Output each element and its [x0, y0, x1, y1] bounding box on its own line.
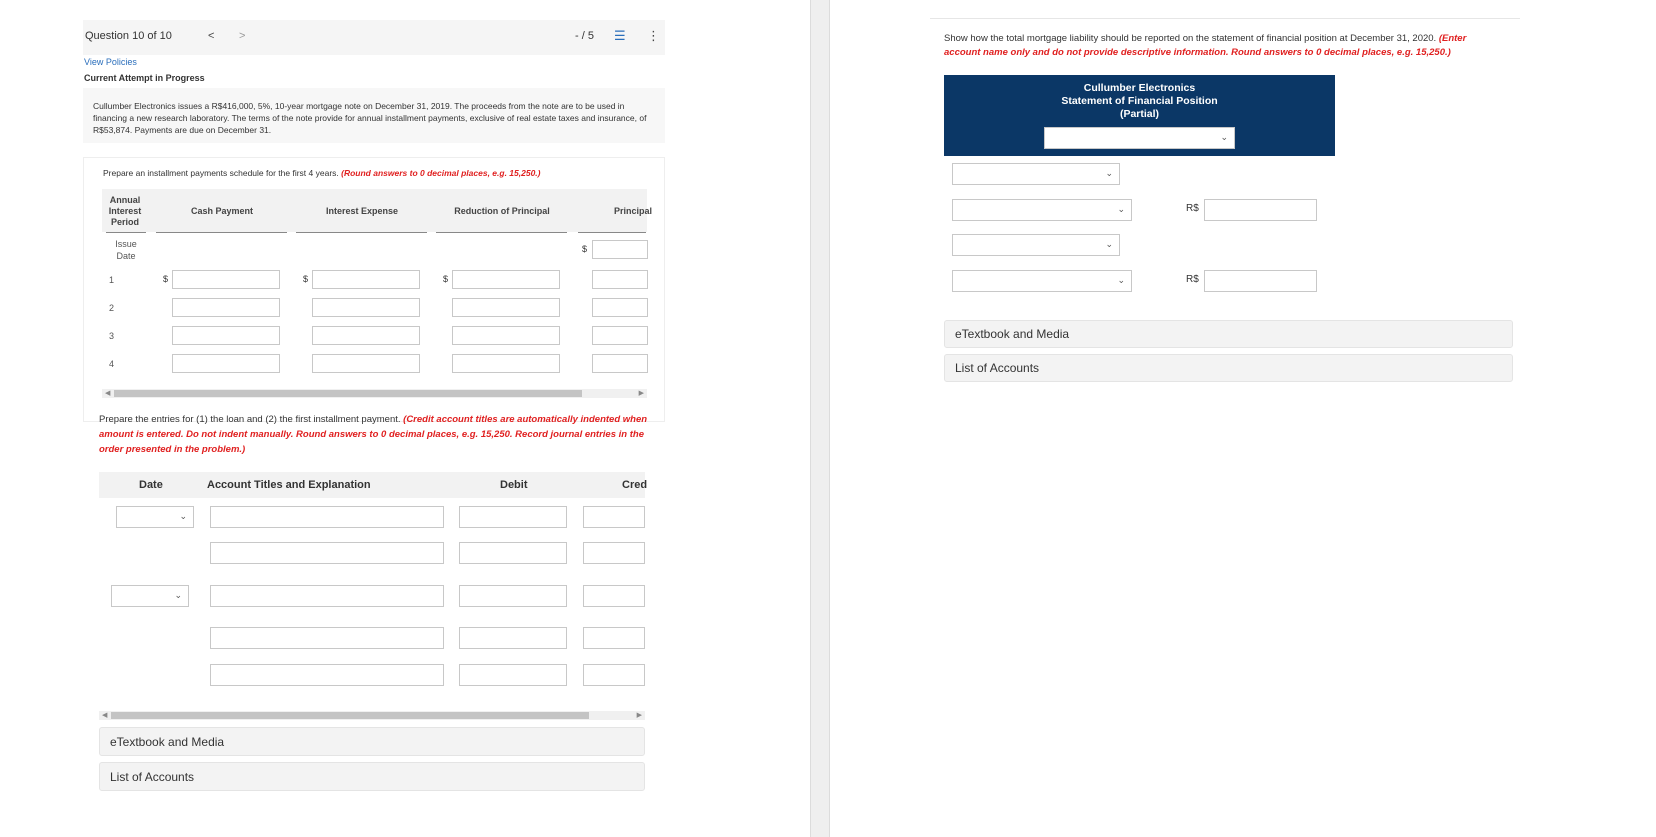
- interest-expense-1-input[interactable]: [312, 270, 420, 289]
- reduction-principal-2-input[interactable]: [452, 298, 560, 317]
- etextbook-media-link[interactable]: eTextbook and Media: [99, 727, 645, 756]
- next-question-icon[interactable]: >: [239, 30, 246, 42]
- statement-instruction: Show how the total mortgage liability should be reported on the statement of financial position at December 31, 2020. (Enter account name only and do not provide descriptive information. Round answers to 0 decimal places, e.g. 15,250.): [944, 33, 1467, 58]
- account-title-2-input[interactable]: [210, 542, 444, 564]
- chevron-down-icon: ⌄: [174, 590, 182, 600]
- row-label-3: 3: [109, 331, 115, 341]
- credit-4-input[interactable]: [583, 627, 645, 649]
- question-label: Question 10 of 10: [85, 30, 172, 42]
- row-label-2: 2: [109, 303, 115, 313]
- principal-4-input[interactable]: [592, 354, 648, 373]
- header-principal: Principal: [613, 206, 652, 216]
- question-header: [83, 20, 665, 55]
- principal-issue-date-input[interactable]: [592, 240, 648, 259]
- reduction-principal-1-input[interactable]: [452, 270, 560, 289]
- account-title-4-input[interactable]: [210, 627, 444, 649]
- interest-expense-4-input[interactable]: [312, 354, 420, 373]
- header-account-titles: Account Titles and Explanation: [207, 479, 371, 491]
- scroll-right-icon[interactable]: ▶: [638, 390, 644, 397]
- currency-symbol: $: [303, 274, 309, 284]
- right-pane: [930, 18, 1520, 418]
- credit-2-input[interactable]: [583, 542, 645, 564]
- statement-section-select-2[interactable]: [952, 234, 1120, 256]
- scrollbar-thumb[interactable]: [114, 390, 582, 397]
- scrollbar-thumb[interactable]: [111, 712, 589, 719]
- header-cash-payment: Cash Payment: [190, 206, 254, 216]
- journal-date-select-1[interactable]: [116, 506, 194, 528]
- schedule-instruction: Prepare an installment payments schedule for the first 4 years. (Round answers to 0 decimal places, e.g. 15,250.): [103, 168, 541, 178]
- cash-payment-1-input[interactable]: [172, 270, 280, 289]
- account-title-5-input[interactable]: [210, 664, 444, 686]
- list-of-accounts-link-right[interactable]: List of Accounts: [944, 354, 1513, 382]
- question-list-icon[interactable]: ☰: [614, 28, 626, 43]
- statement-account-select-2[interactable]: [952, 270, 1132, 292]
- scroll-left-icon[interactable]: ◀: [102, 712, 108, 719]
- header-credit: Cred: [622, 479, 648, 491]
- interest-expense-3-input[interactable]: [312, 326, 420, 345]
- currency-label: R$: [1186, 203, 1199, 214]
- statement-account-select-1[interactable]: [952, 199, 1132, 221]
- attempt-status: Current Attempt in Progress: [84, 73, 205, 83]
- reduction-principal-4-input[interactable]: [452, 354, 560, 373]
- account-title-3-input[interactable]: [210, 585, 444, 607]
- list-of-accounts-link[interactable]: List of Accounts: [99, 762, 645, 791]
- schedule-part: [83, 157, 665, 422]
- statement-date-select[interactable]: [1044, 127, 1235, 149]
- chevron-down-icon: ⌄: [1117, 204, 1125, 214]
- credit-5-input[interactable]: [583, 664, 645, 686]
- pane-divider[interactable]: [810, 0, 830, 837]
- currency-symbol: $: [163, 274, 169, 284]
- journal-date-select-2[interactable]: [111, 585, 189, 607]
- chevron-down-icon: ⌄: [179, 511, 187, 521]
- row-label-1: 1: [109, 275, 115, 285]
- row-label-issue-date: Issue Date: [115, 239, 137, 261]
- chevron-down-icon: ⌄: [1117, 275, 1125, 285]
- header-debit: Debit: [500, 479, 528, 491]
- debit-2-input[interactable]: [459, 542, 567, 564]
- left-pane: [83, 20, 665, 820]
- statement-partial: (Partial): [1119, 108, 1160, 120]
- principal-1-input[interactable]: [592, 270, 648, 289]
- debit-3-input[interactable]: [459, 585, 567, 607]
- reduction-principal-3-input[interactable]: [452, 326, 560, 345]
- principal-2-input[interactable]: [592, 298, 648, 317]
- currency-symbol: $: [443, 274, 449, 284]
- etextbook-media-link-right[interactable]: eTextbook and Media: [944, 320, 1513, 348]
- debit-5-input[interactable]: [459, 664, 567, 686]
- prev-question-icon[interactable]: <: [208, 30, 215, 42]
- chevron-down-icon: ⌄: [1105, 239, 1113, 249]
- chevron-down-icon: ⌄: [1220, 132, 1228, 142]
- debit-1-input[interactable]: [459, 506, 567, 528]
- account-title-1-input[interactable]: [210, 506, 444, 528]
- currency-symbol: $: [582, 244, 588, 254]
- statement-amount-1-input[interactable]: [1204, 199, 1317, 221]
- view-policies-link[interactable]: View Policies: [84, 57, 137, 67]
- header-date: Date: [139, 479, 163, 491]
- row-label-4: 4: [109, 359, 115, 369]
- statement-title: Statement of Financial Position: [1061, 95, 1218, 107]
- statement-amount-2-input[interactable]: [1204, 270, 1317, 292]
- interest-expense-2-input[interactable]: [312, 298, 420, 317]
- debit-4-input[interactable]: [459, 627, 567, 649]
- principal-3-input[interactable]: [592, 326, 648, 345]
- cash-payment-2-input[interactable]: [172, 298, 280, 317]
- journal-horizontal-scrollbar[interactable]: [99, 711, 645, 720]
- credit-3-input[interactable]: [583, 585, 645, 607]
- schedule-horizontal-scrollbar[interactable]: [102, 389, 647, 398]
- scroll-left-icon[interactable]: ◀: [105, 390, 111, 397]
- statement-header: [944, 75, 1335, 156]
- cash-payment-3-input[interactable]: [172, 326, 280, 345]
- header-annual-interest-period: Annual Interest Period: [108, 195, 142, 227]
- company-name: Cullumber Electronics: [1083, 82, 1196, 94]
- problem-text: Cullumber Electronics issues a R$416,000, 5%, 10-year mortgage note on December 31, 2019. The proceeds from the note are to be used in financing a new research laboratory. The terms of the note provide for annual installment payments, exclusive of real estate taxes and insurance, of R$53,874. Payments are due on December 31.: [93, 101, 647, 135]
- statement-section-select-1[interactable]: [952, 163, 1120, 185]
- header-interest-expense: Interest Expense: [325, 206, 399, 216]
- credit-1-input[interactable]: [583, 506, 645, 528]
- currency-label: R$: [1186, 274, 1199, 285]
- more-options-icon[interactable]: ⋮: [647, 28, 660, 43]
- scroll-right-icon[interactable]: ▶: [636, 712, 642, 719]
- score-label: - / 5: [575, 30, 594, 42]
- journal-header-row: [99, 472, 648, 498]
- header-reduction-of-principal: Reduction of Principal: [454, 206, 550, 216]
- chevron-down-icon: ⌄: [1105, 168, 1113, 178]
- problem-box: [83, 88, 665, 143]
- cash-payment-4-input[interactable]: [172, 354, 280, 373]
- journal-instruction: Prepare the entries for (1) the loan and (2) the first installment payment. (Credit account titles are automatically indented when amount is entered. Do not indent manually. Round answers to 0 decimal places, e.g. 15,250. Record journal entries in the order presented in the problem.): [99, 414, 648, 455]
